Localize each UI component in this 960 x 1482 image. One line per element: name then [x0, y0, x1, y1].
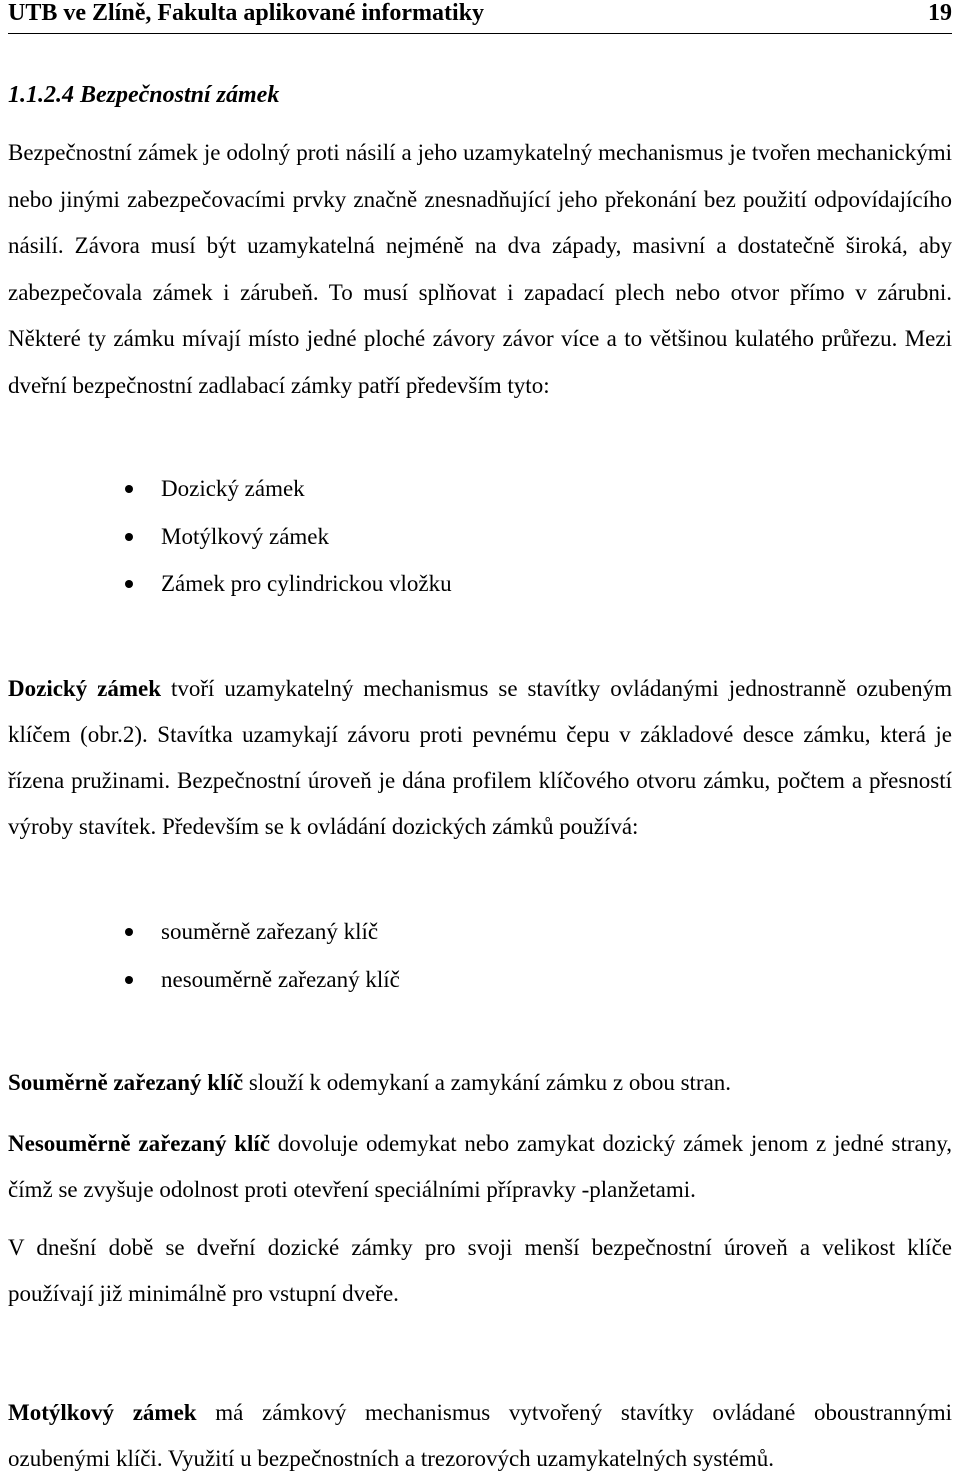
- page-header: [8, 0, 952, 30]
- modern-usage-paragraph: V dnešní době se dveřní dozické zámky pro svoji menší bezpečnostní úroveň a velikost klíče používají již minimálně pro vstupní dveře.: [8, 1235, 952, 1306]
- list-item-label: Motýlkový zámek: [161, 523, 329, 549]
- asymmetric-key-paragraph: [8, 1121, 952, 1213]
- list-item: [8, 513, 452, 561]
- term-motylkovy-zamek: Motýlkový zámek: [8, 1400, 197, 1425]
- header-title: UTB ve Zlíně, Fakulta aplikované informatiky: [8, 0, 485, 26]
- bullet-icon: [125, 485, 133, 493]
- term-dozicky-zamek: Dozický zámek: [8, 676, 162, 701]
- term-asymmetric-key: Nesouměrně zařezaný klíč: [8, 1131, 271, 1156]
- bullet-icon: [125, 580, 133, 588]
- list-item-label: Zámek pro cylindrickou vložku: [161, 571, 452, 596]
- symmetric-key-paragraph: [8, 1060, 952, 1106]
- list-item: [8, 956, 400, 1004]
- list-item-label: souměrně zařezaný klíč: [161, 919, 379, 944]
- key-types-list: [8, 908, 400, 1003]
- symmetric-key-text: slouží k odemykaní a zamykání zámku z obou stran.: [243, 1070, 732, 1095]
- intro-paragraph: Bezpečnostní zámek je odolný proti násilí a jeho uzamykatelný mechanismus je tvořen mechanickými nebo jinými zabezpečovacími prvky značně znesnadňující jeho překonání bez použití odpovídajícího násilí. Závora musí být uzamykatelná nejméně na dva západy, masivní a dostatečně široká, aby zabezpečovala zámek i zárubeň. To musí splňovat i zapadací plech nebo otvor přímo v zárubni. Některé ty zámku mívají místo jedné ploché závory závor více a to většinou kulatého průřezu. Mezi dveřní bezpečnostní zadlabací zámky patří především tyto:: [8, 140, 952, 398]
- dozicky-text: tvoří uzamykatelný mechanismus se stavítky ovládanými jednostranně ozubeným klíčem (obr.2). Stavítka uzamykají závoru proti pevnému čepu v základové desce zámku, která je řízena pružinami. Bezpečnostní úroveň je dána profilem klíčového otvoru zámku, počtem a přesností výroby stavítek. Především se k ovládání dozických zámků používá:: [8, 676, 953, 839]
- list-item: [8, 560, 452, 608]
- term-symmetric-key: Souměrně zařezaný klíč: [8, 1070, 244, 1095]
- dozicky-paragraph: [8, 666, 952, 850]
- list-item-label: nesouměrně zařezaný klíč: [161, 966, 400, 992]
- motylkovy-text: má zámkový mechanismus vytvořený stavítky ovládané oboustrannými ozubenými klíči. Využití u bezpečnostních a trezorových uzamykatelných systémů.: [8, 1400, 952, 1471]
- page-number: 19: [928, 0, 952, 26]
- list-item: [8, 908, 400, 956]
- list-item-label: Dozický zámek: [161, 476, 305, 501]
- motylkovy-paragraph: [8, 1390, 952, 1482]
- header-rule: [8, 33, 952, 34]
- lock-types-list: [8, 465, 452, 608]
- list-item: [8, 465, 452, 513]
- asymmetric-key-text: dovoluje odemykat nebo zamykat dozický zámek jenom z jedné strany, čímž se zvyšuje odolnost proti otevření speciálními přípravky -planžetami.: [8, 1131, 953, 1202]
- bullet-icon: [125, 976, 133, 984]
- bullet-icon: [125, 928, 133, 936]
- section-heading: 1.1.2.4 Bezpečnostní zámek: [8, 82, 280, 108]
- bullet-icon: [125, 533, 133, 541]
